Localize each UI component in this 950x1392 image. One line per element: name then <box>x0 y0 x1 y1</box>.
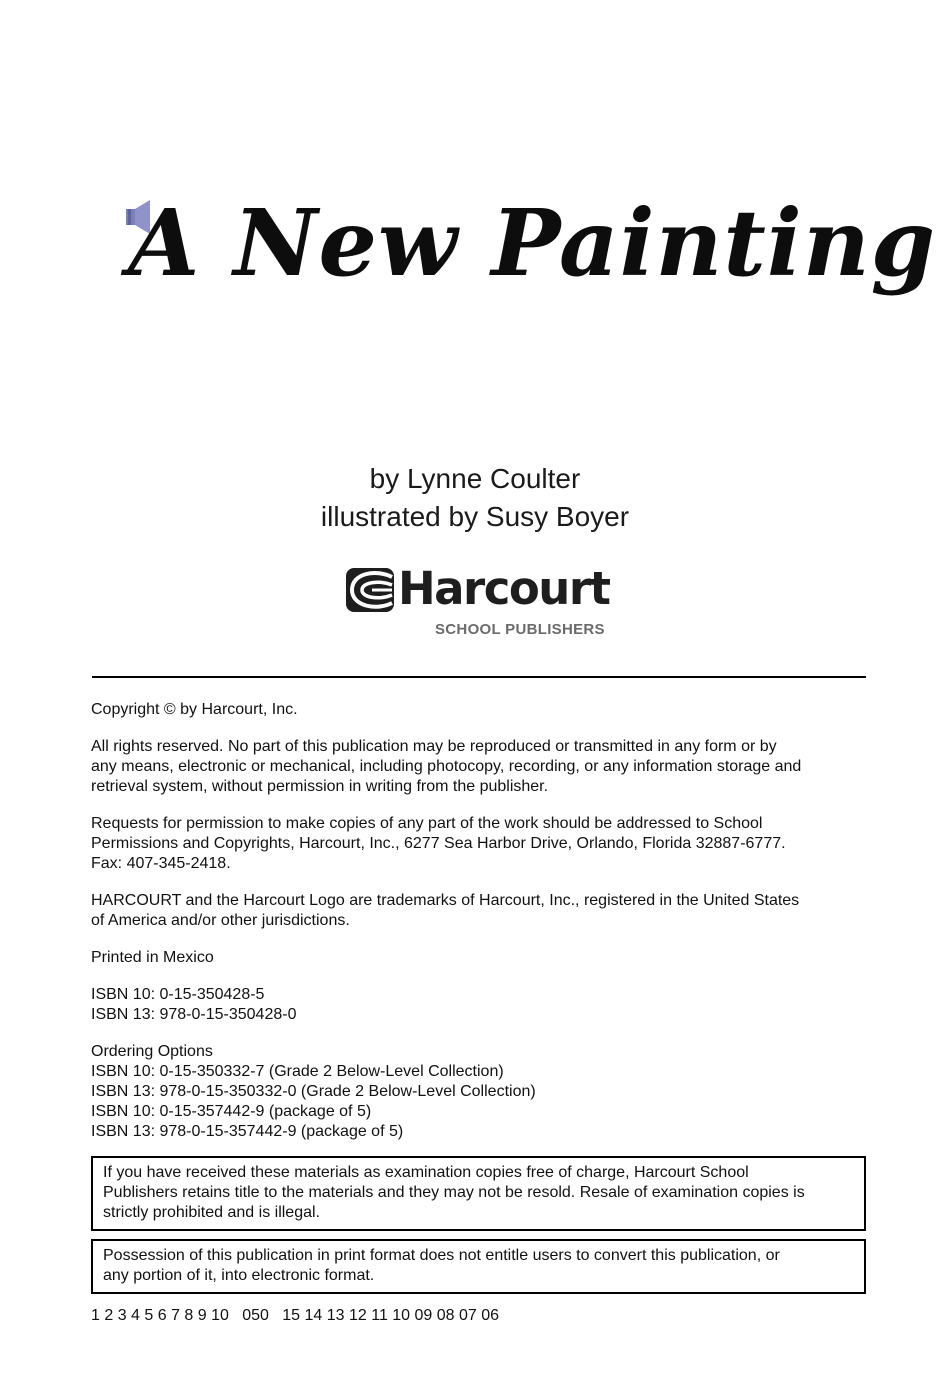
ordering-line: ISBN 13: 978-0-15-357442-9 (package of 5) <box>91 1123 404 1140</box>
print-line: 1 2 3 4 5 6 7 8 9 10 050 15 14 13 12 11 10 09 08 07 06 <box>91 1307 500 1324</box>
requests-line: Permissions and Copyrights, Harcourt, Inc., 6277 Sea Harbor Drive, Orlando, Florida 32887-6777. <box>91 835 786 852</box>
requests-paragraph <box>91 814 866 874</box>
requests-line: Fax: 407-345-2418. <box>91 855 231 872</box>
ordering-line: ISBN 10: 0-15-357442-9 (package of 5) <box>91 1103 372 1120</box>
copyright-section <box>91 700 866 1326</box>
publisher-name: Harcourt <box>398 562 610 615</box>
divider-rule <box>92 676 866 678</box>
electronic-format-notice <box>91 1239 866 1294</box>
exam-notice-line: strictly prohibited and is illegal. <box>103 1204 320 1221</box>
printed-in: Printed in Mexico <box>91 949 214 966</box>
ordering-line: ISBN 13: 978-0-15-350332-0 (Grade 2 Below-Level Collection) <box>91 1083 536 1100</box>
credits <box>0 460 950 536</box>
exam-copy-notice <box>91 1156 866 1231</box>
copyright-notice: Copyright © by Harcourt, Inc. <box>91 701 298 718</box>
requests-line: Requests for permission to make copies of any part of the work should be addressed to School <box>91 815 763 832</box>
ordering-line: ISBN 10: 0-15-350332-7 (Grade 2 Below-Level Collection) <box>91 1063 504 1080</box>
harcourt-logo-mark <box>346 568 394 612</box>
rights-line: any means, electronic or mechanical, including photocopy, recording, or any information storage and <box>91 758 802 775</box>
rights-paragraph <box>91 737 866 797</box>
rights-line: All rights reserved. No part of this publication may be reproduced or transmitted in any form or by <box>91 738 777 755</box>
ordering-block <box>91 1042 866 1142</box>
publisher-logo <box>346 562 616 640</box>
electronic-notice-line: any portion of it, into electronic format. <box>103 1267 375 1284</box>
trademark-line: of America and/or other jurisdictions. <box>91 912 350 929</box>
exam-notice-line: If you have received these materials as examination copies free of charge, Harcourt School <box>103 1164 749 1181</box>
isbn-block <box>91 985 866 1025</box>
publisher-subtitle: SCHOOL PUBLISHERS <box>435 621 605 638</box>
trademark-paragraph <box>91 891 866 931</box>
rights-line: retrieval system, without permission in writing from the publisher. <box>91 778 549 795</box>
ordering-line: Ordering Options <box>91 1043 213 1060</box>
book-title: A New Painting <box>128 189 937 297</box>
illustrator-line: illustrated by Susy Boyer <box>320 501 630 532</box>
isbn-line: ISBN 10: 0-15-350428-5 <box>91 986 265 1003</box>
trademark-line: HARCOURT and the Harcourt Logo are trademarks of Harcourt, Inc., registered in the United States <box>91 892 800 909</box>
author-line: by Lynne Coulter <box>369 463 581 494</box>
isbn-line: ISBN 13: 978-0-15-350428-0 <box>91 1006 297 1023</box>
electronic-notice-line: Possession of this publication in print format does not entitle users to convert this publication, or <box>103 1247 780 1264</box>
exam-notice-line: Publishers retains title to the materials and they may not be resold. Resale of examination copies is <box>103 1184 805 1201</box>
